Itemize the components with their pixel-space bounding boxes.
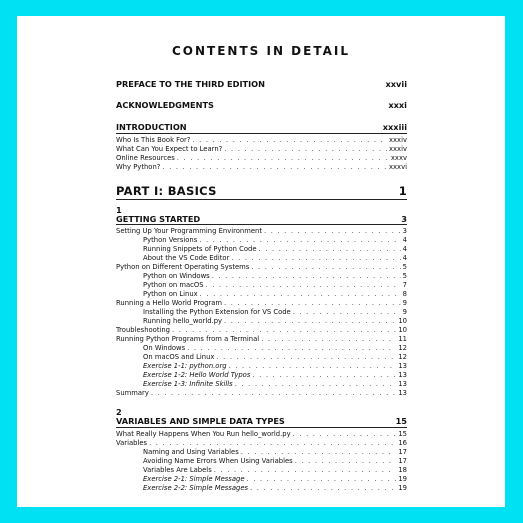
- toc-entry: [116, 440, 407, 447]
- toc-entry-page: 7: [402, 281, 407, 289]
- chapter-title: VARIABLES AND SIMPLE DATA TYPES: [116, 416, 285, 426]
- toc-entry-title: Variables: [116, 439, 148, 447]
- toc-entry-page: xxxi: [388, 100, 407, 110]
- toc-entry-page: xxxv: [390, 154, 407, 162]
- toc-entry-title: PREFACE TO THE THIRD EDITION: [116, 79, 265, 89]
- toc-subentry: [143, 255, 407, 262]
- chapter-page: 3: [401, 214, 407, 224]
- toc-entry-title: Summary: [116, 389, 149, 397]
- toc-entry-title: Exercise 2-1: Simple Message: [143, 475, 245, 483]
- toc-entry-page: 13: [398, 371, 407, 379]
- toc-exercise: [143, 372, 407, 379]
- toc-entry-page: 13: [398, 389, 407, 397]
- part-title: PART I: BASICS: [116, 184, 217, 198]
- toc-entry-title: Running a Hello World Program: [116, 299, 223, 307]
- toc-entry-title: Python on Different Operating Systems: [116, 263, 250, 271]
- toc-entry-page: xxxvi: [389, 163, 407, 171]
- toc-entry-page: 4: [402, 254, 407, 262]
- toc-entry: [116, 336, 407, 343]
- divider: [116, 133, 407, 134]
- toc-entry: [116, 228, 407, 235]
- toc-exercise: [143, 363, 407, 370]
- divider: [116, 224, 407, 225]
- toc-entry: [116, 164, 407, 171]
- toc-exercise: [143, 381, 407, 388]
- toc-entry-title: Python on Windows: [143, 272, 210, 280]
- chapter-page: 15: [395, 416, 407, 426]
- toc-entry-preface: [116, 80, 407, 88]
- toc-entry-title: Naming and Using Variables: [143, 448, 239, 456]
- toc-entry-page: 17: [398, 448, 407, 456]
- toc-subentry: [143, 467, 407, 474]
- toc-entry-page: 5: [402, 263, 407, 271]
- toc-entry-title: Running hello_world.py: [143, 317, 223, 325]
- toc-entry: [116, 264, 407, 271]
- toc-entry-title: Avoiding Name Errors When Using Variables: [143, 457, 293, 465]
- toc-entry-page: xxvii: [385, 79, 407, 89]
- toc-subentry: [143, 282, 407, 289]
- toc-entry-title: Running Python Programs from a Terminal: [116, 335, 260, 343]
- toc-entry: [116, 300, 407, 307]
- toc-subentry: [143, 291, 407, 298]
- toc-entry-page: 15: [398, 430, 407, 438]
- toc-entry-page: xxxiv: [389, 136, 407, 144]
- toc-entry-page: 16: [398, 439, 407, 447]
- toc-entry-page: 13: [398, 362, 407, 370]
- toc-entry-title: Who Is This Book For?: [116, 136, 191, 144]
- toc-subentry: [143, 318, 407, 325]
- toc-entry-title: Exercise 1-1: python.org: [143, 362, 227, 370]
- toc-entry-page: 3: [402, 227, 407, 235]
- toc-subentry: [143, 309, 407, 316]
- toc-entry-title: What Really Happens When You Run hello_world.py: [116, 430, 291, 438]
- toc-entry-title: ACKNOWLEDGMENTS: [116, 100, 214, 110]
- toc-subentry: [143, 237, 407, 244]
- toc-entry-title: Python on Linux: [143, 290, 198, 298]
- toc-entry-title: Installing the Python Extension for VS Code: [143, 308, 291, 316]
- toc-entry-title: Python on macOS: [143, 281, 204, 289]
- chapter-number: 1: [116, 205, 122, 215]
- toc-entry-title: Python Versions: [143, 236, 198, 244]
- toc-subentry: [143, 458, 407, 465]
- toc-entry-page: 4: [402, 236, 407, 244]
- toc-entry: [116, 431, 407, 438]
- toc-entry: [116, 390, 407, 397]
- chapter-heading: [116, 214, 407, 224]
- toc-entry: [116, 146, 407, 153]
- toc-entry-title: Variables Are Labels: [143, 466, 212, 474]
- toc-subentry: [143, 273, 407, 280]
- chapter-heading: [116, 416, 407, 426]
- toc-subentry: [143, 354, 407, 361]
- toc-entry-page: 11: [398, 335, 407, 343]
- toc-entry: [116, 155, 407, 162]
- toc-entry-page: 13: [398, 380, 407, 388]
- toc-entry-title: Troubleshooting: [116, 326, 170, 334]
- toc-exercise: [143, 485, 407, 492]
- toc-entry-page: 5: [402, 272, 407, 280]
- toc-entry-title: INTRODUCTION: [116, 122, 187, 132]
- toc-entry-page: xxxiv: [389, 145, 407, 153]
- divider: [116, 199, 407, 200]
- toc-entry-page: xxxiii: [382, 122, 407, 132]
- toc-entry: [116, 137, 407, 144]
- toc-entry-title: Online Resources: [116, 154, 175, 162]
- toc-entry-page: 9: [402, 308, 407, 316]
- book-page: [17, 16, 505, 507]
- toc-entry-page: 4: [402, 245, 407, 253]
- toc-entry-title: Exercise 1-3: Infinite Skills: [143, 380, 233, 388]
- toc-entry-page: 10: [398, 317, 407, 325]
- toc-entry-page: 10: [398, 326, 407, 334]
- toc-entry-title: On Windows: [143, 344, 186, 352]
- toc-subentry: [143, 345, 407, 352]
- toc-subentry: [143, 246, 407, 253]
- toc-entry-title: Setting Up Your Programming Environment: [116, 227, 262, 235]
- part-heading: [116, 184, 407, 198]
- toc-entry: [116, 327, 407, 334]
- toc-entry-page: 9: [402, 299, 407, 307]
- toc-entry-page: 17: [398, 457, 407, 465]
- part-page: 1: [398, 184, 407, 198]
- toc-entry-page: 18: [398, 466, 407, 474]
- toc-entry-title: About the VS Code Editor: [143, 254, 230, 262]
- toc-entry-title: Exercise 2-2: Simple Messages: [143, 484, 249, 492]
- toc-entry-page: 19: [398, 475, 407, 483]
- toc-entry-title: On macOS and Linux: [143, 353, 215, 361]
- chapter-number: 2: [116, 407, 122, 417]
- toc-entry-page: 12: [398, 353, 407, 361]
- toc-entry-title: What Can You Expect to Learn?: [116, 145, 223, 153]
- toc-entry-page: 8: [402, 290, 407, 298]
- page-title: CONTENTS IN DETAIL: [172, 44, 350, 58]
- toc-entry-title: Exercise 1-2: Hello World Typos: [143, 371, 251, 379]
- toc-entry-introduction: [116, 123, 407, 131]
- toc-exercise: [143, 476, 407, 483]
- chapter-title: GETTING STARTED: [116, 214, 201, 224]
- toc-entry-title: Running Snippets of Python Code: [143, 245, 257, 253]
- toc-subentry: [143, 449, 407, 456]
- divider: [116, 427, 407, 428]
- toc-entry-title: Why Python?: [116, 163, 161, 171]
- toc-entry-acknowledgments: [116, 101, 407, 109]
- toc-entry-page: 19: [398, 484, 407, 492]
- toc-entry-page: 12: [398, 344, 407, 352]
